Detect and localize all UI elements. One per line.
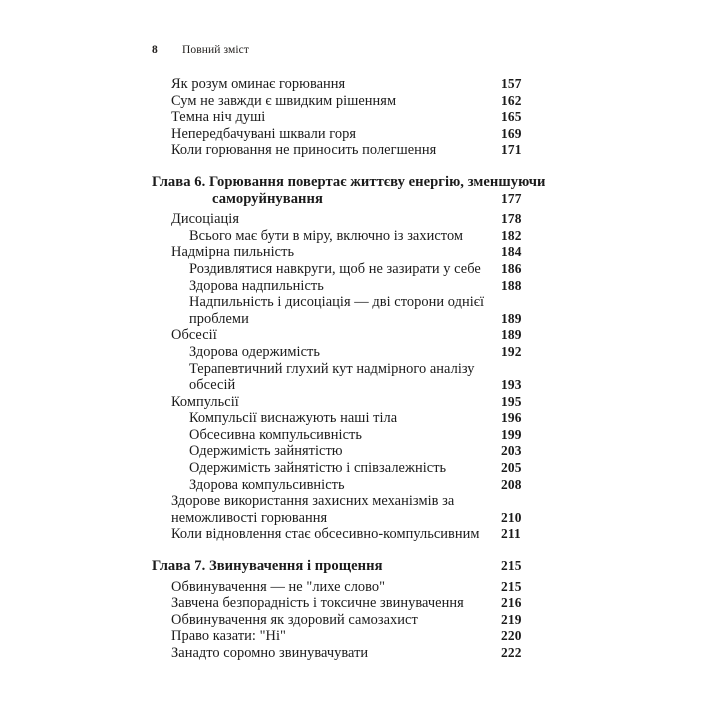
toc-entry-label: Сум не завжди є швидким рішенням <box>171 92 397 109</box>
toc-entry-label: Здорова надпильність <box>189 277 324 294</box>
toc-chapter-entry[interactable] <box>0 558 720 575</box>
toc-entry-label: Здорова компульсивність <box>189 476 345 493</box>
toc-entry-page-number: 189 <box>501 310 522 326</box>
toc-entry[interactable] <box>0 628 720 645</box>
toc-entry-label: Дисоціація <box>171 211 240 228</box>
toc-entry-page-number: 220 <box>501 628 522 644</box>
toc-entry[interactable] <box>0 493 720 526</box>
toc-entry-page-number: 157 <box>501 76 522 91</box>
toc-entry[interactable] <box>0 93 720 110</box>
running-head-title: Повний зміст <box>182 44 250 56</box>
toc-entry-page-number: 177 <box>501 190 522 206</box>
toc-entry-label: Компульсії <box>171 393 239 410</box>
toc-entry-label: Обвинувачення як здоровий самозахист <box>171 611 418 628</box>
toc-entry-label: Як розум оминає горювання <box>171 76 346 92</box>
toc-entry-page-number: 219 <box>501 611 522 627</box>
toc-entry-page-number: 188 <box>501 277 522 293</box>
toc-entry-label: Непередбачувані шквали горя <box>171 125 357 142</box>
toc-entry-page-number: 189 <box>501 327 522 343</box>
toc-entry-label: Право казати: "Ні" <box>171 628 286 645</box>
toc-entry-page-number: 210 <box>501 509 522 525</box>
toc-entry-page-number: 186 <box>501 260 522 276</box>
toc-entry-page-number: 193 <box>501 377 522 393</box>
toc-entry-page-number: 165 <box>501 109 522 125</box>
toc-entry-label: Надпильність і дисоціація — дві сторони однієї проблеми <box>189 294 488 327</box>
toc-entry-page-number: 162 <box>501 92 522 108</box>
toc-entry-label: Одержимість зайнятістю і співзалежність <box>189 460 447 477</box>
toc-entry[interactable] <box>0 612 720 629</box>
toc-entry[interactable] <box>0 327 720 344</box>
toc-entry-label: Завчена безпорадність і токсичне звинувачення <box>171 595 464 612</box>
toc-entry-label: Одержимість зайнятістю <box>189 443 343 460</box>
toc-entry[interactable] <box>0 211 720 228</box>
toc-entry-label: Роздивлятися навкруги, щоб не зазирати у себе <box>189 260 481 277</box>
toc-entry-page-number: 205 <box>501 460 522 476</box>
toc-entry-label: Терапевтичний глухий кут надмірного аналізу обсесій <box>189 360 479 394</box>
toc-entry-label: Здорове використання захисних механізмів за неможливості горювання <box>171 493 458 526</box>
section-gap <box>0 159 720 174</box>
toc-entry[interactable] <box>0 126 720 143</box>
toc-entry-page-number: 199 <box>501 426 522 442</box>
toc-entry[interactable] <box>0 645 720 662</box>
toc-entry[interactable] <box>0 595 720 612</box>
toc-entry-page-number: 195 <box>501 393 522 409</box>
toc-entry-page-number: 196 <box>501 410 522 426</box>
table-of-contents-list <box>0 76 720 662</box>
toc-entry-label: Здорова одержимість <box>189 343 320 360</box>
toc-entry-page-number: 216 <box>501 595 522 611</box>
toc-entry[interactable] <box>0 76 720 93</box>
toc-entry[interactable] <box>0 278 720 295</box>
toc-entry-label: Надмірна пильність <box>171 244 295 261</box>
toc-entry[interactable] <box>0 244 720 261</box>
toc-entry-page-number: 178 <box>501 211 522 227</box>
toc-entry-label: Глава 6. Горювання повертає життєву енергію, зменшуючи саморуйнування <box>152 173 550 207</box>
toc-entry-page-number: 215 <box>501 578 522 594</box>
toc-entry-label: Обсесії <box>171 327 217 344</box>
toc-entry[interactable] <box>0 477 720 494</box>
toc-entry-page-number: 182 <box>501 227 522 243</box>
toc-entry[interactable] <box>0 294 720 327</box>
section-gap <box>0 543 720 558</box>
toc-entry-page-number: 208 <box>501 476 522 492</box>
toc-chapter-entry[interactable] <box>0 174 720 207</box>
toc-entry-page-number: 192 <box>501 343 522 359</box>
toc-entry[interactable] <box>0 142 720 159</box>
toc-entry[interactable] <box>0 228 720 245</box>
toc-entry[interactable] <box>0 526 720 543</box>
toc-entry-label: Обсесивна компульсивність <box>189 426 362 443</box>
toc-entry-page-number: 211 <box>501 526 521 542</box>
toc-entry[interactable] <box>0 109 720 126</box>
toc-entry[interactable] <box>0 410 720 427</box>
toc-entry-label: Компульсії виснажують наші тіла <box>189 410 398 427</box>
toc-entry-label: Коли горювання не приносить полегшення <box>171 142 437 159</box>
toc-entry-label: Темна ніч душі <box>171 109 266 126</box>
toc-entry-label: Коли відновлення стає обсесивно-компульсивним <box>171 526 480 543</box>
toc-entry-label: Занадто соромно звинувачувати <box>171 645 369 661</box>
page-folio-number: 8 <box>152 44 158 56</box>
toc-entry-page-number: 222 <box>501 645 522 660</box>
toc-entry-label: Всього має бути в міру, включно із захистом <box>189 227 464 244</box>
toc-entry-page-number: 184 <box>501 244 522 260</box>
toc-entry-page-number: 171 <box>501 142 522 158</box>
toc-entry-page-number: 203 <box>501 443 522 459</box>
toc-entry[interactable] <box>0 344 720 361</box>
toc-entry[interactable] <box>0 394 720 411</box>
toc-entry[interactable] <box>0 361 720 394</box>
toc-entry-page-number: 215 <box>501 558 522 574</box>
toc-entry[interactable] <box>0 261 720 278</box>
running-head <box>152 44 249 56</box>
toc-entry[interactable] <box>0 427 720 444</box>
toc-entry[interactable] <box>0 579 720 596</box>
toc-entry-label: Обвинувачення — не "лихе слово" <box>171 578 386 595</box>
toc-entry[interactable] <box>0 443 720 460</box>
toc-entry-label: Глава 7. Звинувачення і прощення <box>152 558 383 575</box>
toc-entry-page-number: 169 <box>501 125 522 141</box>
toc-entry[interactable] <box>0 460 720 477</box>
